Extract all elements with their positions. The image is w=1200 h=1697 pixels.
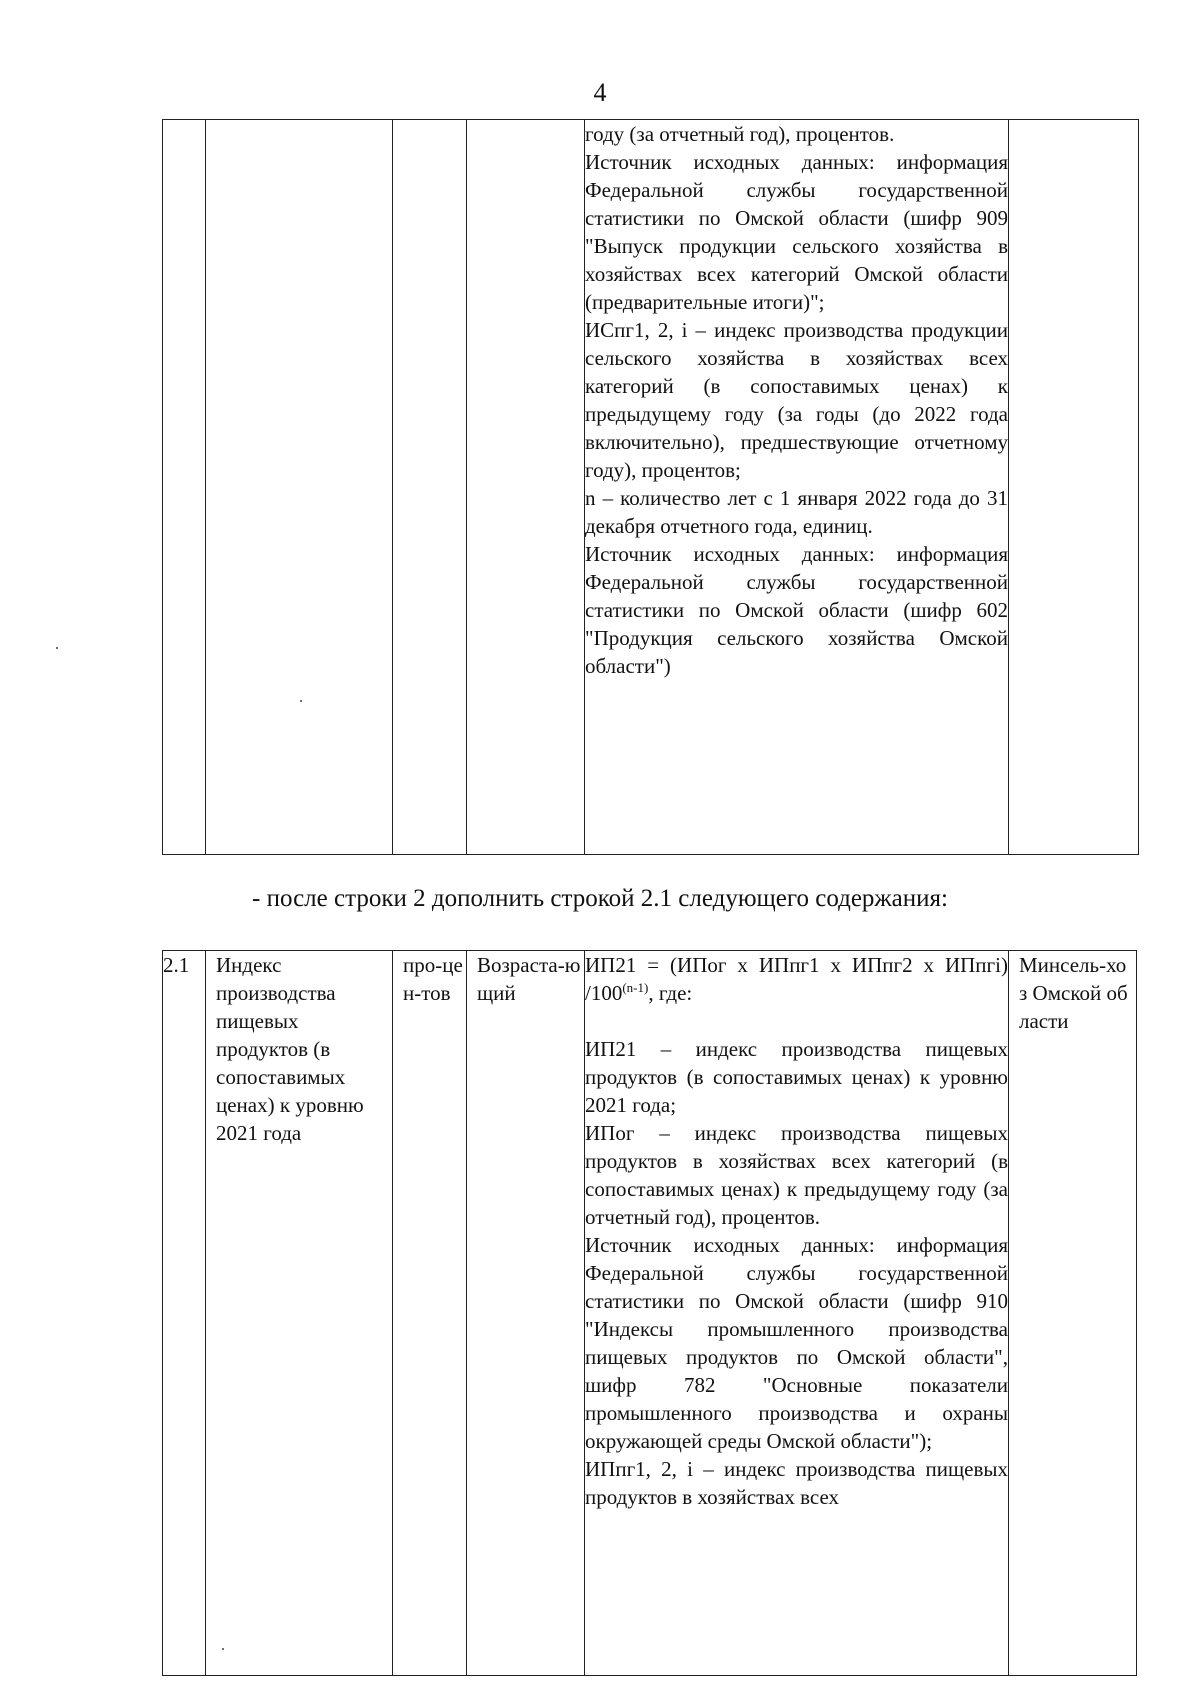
cell-unit [393,120,467,855]
trend-direction: Возраста-ющий [467,951,585,1676]
formula [585,951,1008,1007]
row-number: 2.1 [163,951,206,1676]
responsible-body: Минсель-хоз Омской области [1009,951,1137,1676]
cell-trend [467,120,585,855]
cell-methodology [585,951,1009,1676]
methodology-paragraph: Источник исходных данных: информация Федеральной службы государственной статистики по Омской области (шифр 910 "Индексы промышленного производства пищевых продуктов по Омской области", шифр 782 "Основные показатели промышленного производства и охраны окружающей среды Омской области"); [585,1233,1008,1453]
cell-responsible [1009,120,1139,855]
indicator-name: Индекс производства пищевых продуктов (в сопоставимых ценах) к уровню 2021 года [206,951,393,1676]
page-number: 4 [593,78,607,107]
cell-number [163,120,206,855]
cell-indicator [206,120,393,855]
methodology-paragraph: ИПог – индекс производства пищевых продуктов в хозяйствах всех категорий (в сопоставимых ценах) к предыдущему году (за отчетный год), процентов. [585,1121,1008,1229]
methodology-paragraph: Источник исходных данных: информация Федеральной службы государственной статистики по Омской области (шифр 909 "Выпуск продукции сельского хозяйства в хозяйствах всех категорий Омской области (предварительные итоги)"; [585,150,1008,314]
scan-speck [56,647,58,649]
methodology-paragraph: n – количество лет с 1 января 2022 года до 31 декабря отчетного года, единиц. [585,486,1008,538]
methodology-paragraph: году (за отчетный год), процентов. [585,122,895,146]
methodology-paragraph: Источник исходных данных: информация Федеральной службы государственной статистики по Омской области (шифр 602 "Продукция сельского хозяйства Омской области") [585,542,1008,678]
unit-of-measure: про-цен-тов [393,951,467,1676]
cell-methodology [585,120,1009,855]
methodology-paragraph: ИП21 – индекс производства пищевых продуктов (в сопоставимых ценах) к уровню 2021 года; [585,1037,1008,1117]
scan-speck [300,700,302,702]
formula-exponent: (n-1) [622,980,649,995]
indicator-table-row-2-1 [162,950,1137,1676]
scan-speck [222,1648,224,1650]
formula-tail: , где: [648,981,693,1005]
section-heading: - после строки 2 дополнить строкой 2.1 следующего содержания: [252,885,948,912]
methodology-paragraph: ИСпг1, 2, i – индекс производства продукции сельского хозяйства в хозяйствах всех категорий (в сопоставимых ценах) к предыдущему году (за годы (до 2022 года включительно), предшествующие отчетному году), процентов; [585,318,1008,482]
formula-main: ИП21 = (ИПог х ИПпг1 х ИПпг2 х ИПпгi) /100 [585,953,1008,1005]
methodology-paragraph: ИПпг1, 2, i – индекс производства пищевых продуктов в хозяйствах всех [585,1457,1008,1509]
indicator-table-continuation [162,119,1139,855]
